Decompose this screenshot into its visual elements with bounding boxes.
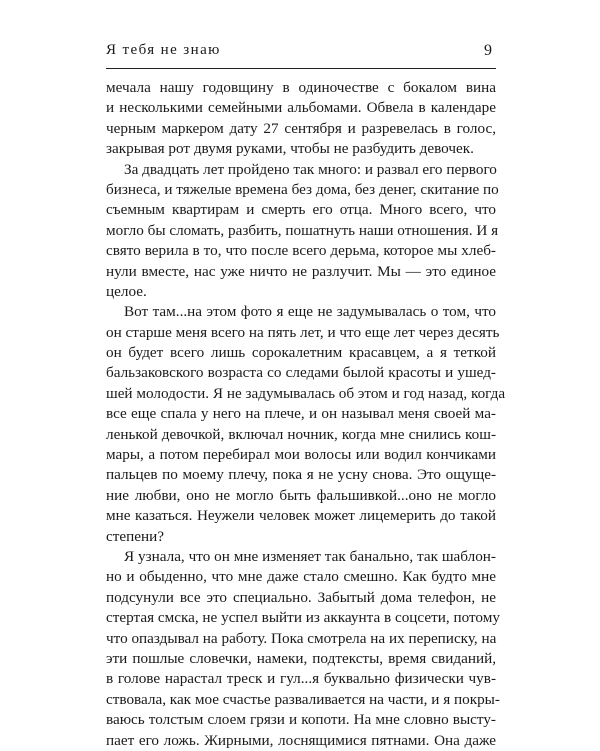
text-line: ствовала, как мое счастье разваливается на части, и я покры- — [106, 690, 500, 708]
text-line: он старше меня всего на пять лет, и что еще лет через десять — [106, 323, 500, 341]
text-line: шей молодости. Я не задумывалась об этом и год назад, когда — [106, 384, 506, 402]
text-line: но и обыденно, что мне даже стало смешно. Как будто мне — [106, 568, 496, 586]
text-line: он будет всего лишь сорокалетним красавцем, а я теткой — [106, 344, 496, 362]
text-line: пает его ложь. Жирными, лоснящимися пятнами. Она даже — [106, 731, 496, 749]
text-line: мечала нашу годовщину в одиночестве с бокалом вина — [106, 79, 496, 96]
text-line: мары, а потом перебирал мои волосы или водил кончиками — [106, 446, 496, 464]
header-rule — [106, 68, 496, 69]
paragraph — [106, 78, 496, 160]
paragraph — [106, 547, 500, 751]
text-line: Вот там...на этом фото я еще не задумывалась о том, что — [124, 303, 496, 321]
text-line: стертая смска, не успел выйти из аккаунта в соцсети, потому — [106, 609, 500, 627]
text-line: черным маркером дату 27 сентября и разревелась в голос, — [106, 119, 496, 137]
text-line: могло бы сломать, разбить, пошатнуть наши отношения. И я — [106, 221, 499, 239]
paragraph — [106, 160, 499, 303]
text-line: и несколькими семейными альбомами. Обвела в календаре — [106, 99, 496, 117]
text-line: Я узнала, что он мне изменяет так банально, так шаблон- — [124, 547, 496, 565]
text-line: съемным квартирам и смерть его отца. Много всего, что — [106, 201, 496, 219]
text-line: За двадцать лет пройдено так много: и развал его первого — [124, 160, 497, 178]
paragraph — [106, 302, 506, 547]
text-line: бизнеса, и тяжелые времена без дома, без денег, скитание по — [106, 180, 499, 198]
text-line: ленькой девочкой, включал ночник, когда мне снились кош- — [106, 425, 496, 443]
text-line: эти пошлые словечки, намеки, подтексты, время свиданий, — [106, 649, 496, 667]
text-line: пальцев по моему плечу, пока я не усну снова. Это ощуще- — [106, 466, 496, 484]
text-line: степени? — [106, 527, 164, 545]
text-line: целое. — [106, 282, 147, 300]
running-title: Я тебя не знаю — [106, 42, 221, 58]
text-line: в голове нарастал треск и гул...я буквально физически чув- — [106, 670, 496, 688]
text-line: мне казаться. Неужели человек может лицемерить до такой — [106, 507, 496, 525]
text-line: нули вместе, нас уже ничто не разлучит. Мы — это единое — [106, 262, 496, 280]
page-number: 9 — [484, 42, 492, 59]
text-line: что опаздывал на работу. Пока смотрела на их переписку, на — [106, 629, 497, 647]
text-line: бальзаковского возраста со следами былой красоты и ушед- — [106, 364, 496, 382]
body-text — [106, 78, 506, 751]
text-line: закрывая рот двумя руками, чтобы не разбудить девочек. — [106, 140, 474, 158]
text-line: подсунули все это специально. Забытый дома телефон, не — [106, 588, 496, 606]
text-line: ние любви, оно не могло быть фальшивкой...оно не могло — [106, 486, 496, 504]
text-line: свято верила в то, что после всего дерьма, которое мы хлеб- — [106, 242, 496, 260]
text-line: ваюсь толстым слоем грязи и копоти. На мне словно высту- — [106, 711, 496, 729]
text-line: все еще спала у него на плече, и он называл меня своей ма- — [106, 405, 496, 423]
